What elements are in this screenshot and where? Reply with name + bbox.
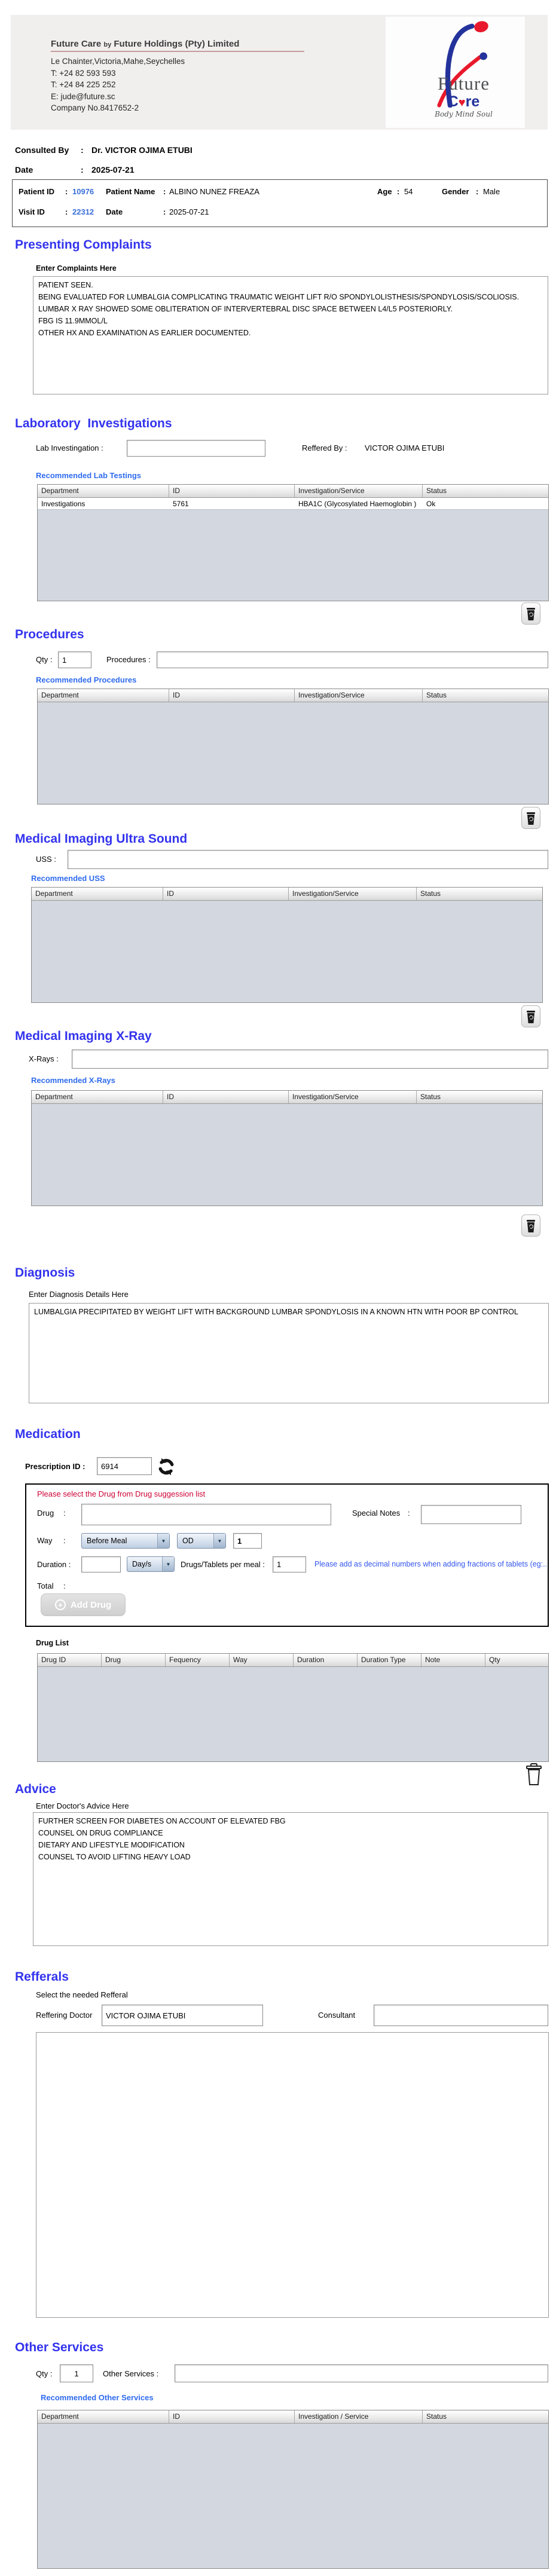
xray-delete-button[interactable] bbox=[521, 1214, 540, 1237]
recommended-lab-testings-link[interactable]: Recommended Lab Testings bbox=[36, 471, 142, 480]
procedures-title: Procedures bbox=[15, 628, 84, 641]
visit-id-label: Visit ID bbox=[19, 207, 45, 216]
procedures-input-label: Procedures : bbox=[106, 655, 151, 664]
lab-referred-by-label: Reffered By : bbox=[302, 443, 347, 452]
referring-doctor-input[interactable] bbox=[102, 2005, 263, 2026]
gender-value: Male bbox=[483, 187, 500, 196]
complaints-entry-label: Enter Complaints Here bbox=[36, 264, 117, 273]
clinic-name-by: by bbox=[103, 41, 112, 48]
special-notes-label: Special Notes bbox=[352, 1509, 401, 1518]
per-meal-label: Drugs/Tablets per meal : bbox=[181, 1560, 265, 1569]
drug-suggestion-hint: Please select the Drug from Drug suggession list bbox=[37, 1489, 206, 1498]
age-label: Age bbox=[377, 187, 392, 196]
lab-delete-button[interactable] bbox=[521, 602, 540, 625]
presenting-complaints-title: Presenting Complaints bbox=[15, 238, 152, 252]
clinic-name-rest: Future Holdings (Pty) Limited bbox=[114, 39, 240, 49]
visit-id-value: 22312 bbox=[72, 207, 94, 216]
refresh-icon bbox=[157, 1457, 176, 1476]
consult-date-value: 2025-07-21 bbox=[91, 165, 135, 175]
uss-delete-button[interactable] bbox=[521, 1005, 540, 1027]
xray-table-header: Department ID Investigation/Service Status bbox=[32, 1091, 542, 1104]
uss-input[interactable] bbox=[68, 850, 548, 869]
lab-investigation-input[interactable] bbox=[127, 440, 265, 457]
clinic-phone-1: T: +24 82 593 593 bbox=[51, 68, 116, 78]
duration-type-select[interactable]: Day/s ▼ bbox=[127, 1556, 175, 1572]
recommended-other-services-link[interactable]: Recommended Other Services bbox=[41, 2393, 154, 2402]
clinic-name-underline bbox=[51, 51, 304, 52]
tablet-fraction-hint: Please add as decimal numbers when adding fractions of tablets (eg:.. bbox=[314, 1560, 548, 1568]
procedures-qty-label: Qty : bbox=[36, 655, 53, 664]
trash-icon bbox=[526, 607, 536, 621]
lab-table-header: Department ID Investigation/Service Status bbox=[38, 485, 548, 498]
referrals-title: Refferals bbox=[15, 1970, 69, 1984]
consultant-input[interactable] bbox=[374, 2005, 548, 2026]
advice-textarea[interactable] bbox=[33, 1812, 548, 1946]
other-services-table bbox=[37, 2410, 549, 2569]
visit-date-label: Date bbox=[106, 207, 123, 216]
other-services-qty-label: Qty : bbox=[36, 2369, 53, 2378]
procedures-table-header: Department ID Investigation/Service Status bbox=[38, 689, 548, 702]
consult-date-label: Date bbox=[15, 165, 33, 175]
prescription-id-input[interactable] bbox=[97, 1457, 152, 1475]
clinic-company-number: Company No.8417652-2 bbox=[51, 103, 139, 113]
drug-label: Drug bbox=[37, 1509, 54, 1518]
logo-word-care: C♥re bbox=[447, 93, 480, 110]
heart-icon: ♥ bbox=[458, 96, 466, 109]
chevron-down-icon: ▼ bbox=[213, 1534, 225, 1548]
gender-label: Gender bbox=[442, 187, 469, 196]
procedures-table bbox=[37, 689, 549, 804]
clinic-address: Le Chainter,Victoria,Mahe,Seychelles bbox=[51, 57, 185, 66]
uss-label: USS : bbox=[36, 855, 56, 864]
prescription-refresh-button[interactable] bbox=[155, 1456, 177, 1477]
ultrasound-title: Medical Imaging Ultra Sound bbox=[15, 832, 188, 846]
logo-word-future: Future bbox=[438, 73, 490, 94]
clinic-name bbox=[51, 39, 304, 49]
drug-list-delete-button[interactable] bbox=[525, 1763, 543, 1786]
clinic-phone-2: T: +24 84 225 252 bbox=[51, 80, 116, 90]
recommended-xrays-link[interactable]: Recommended X-Rays bbox=[31, 1076, 115, 1085]
procedures-qty-input[interactable] bbox=[58, 651, 91, 668]
referrals-subtitle: Select the needed Refferal bbox=[36, 1990, 128, 1999]
lab-referred-by-value: VICTOR OJIMA ETUBI bbox=[365, 443, 445, 452]
clinic-email: E: jude@future.sc bbox=[51, 91, 115, 101]
diagnosis-textarea[interactable] bbox=[29, 1303, 549, 1403]
visit-date-value: 2025-07-21 bbox=[169, 207, 209, 216]
other-services-input[interactable] bbox=[175, 2364, 548, 2382]
recommended-procedures-link[interactable]: Recommended Procedures bbox=[36, 675, 137, 684]
procedures-input[interactable] bbox=[157, 651, 548, 668]
consulted-by-label: Consulted By bbox=[15, 145, 69, 155]
xray-title: Medical Imaging X-Ray bbox=[15, 1029, 152, 1043]
uss-table bbox=[31, 887, 543, 1003]
other-services-input-label: Other Services : bbox=[103, 2369, 159, 2378]
clinic-name-main: Future Care bbox=[51, 39, 102, 49]
chevron-down-icon: ▼ bbox=[157, 1534, 169, 1548]
referral-listbox[interactable] bbox=[36, 2032, 549, 2318]
patient-name-value: ALBINO NUNEZ FREAZA bbox=[169, 187, 259, 196]
drug-input[interactable] bbox=[81, 1504, 331, 1525]
trash-icon bbox=[525, 1763, 543, 1786]
xray-label: X-Rays : bbox=[29, 1054, 59, 1063]
way-frequency-select[interactable]: OD ▼ bbox=[177, 1533, 226, 1549]
trash-icon bbox=[526, 1219, 536, 1233]
prescription-id-label: Prescription ID : bbox=[25, 1462, 85, 1471]
medication-title: Medication bbox=[15, 1427, 81, 1441]
futurecare-logo bbox=[386, 17, 525, 128]
advice-title: Advice bbox=[15, 1782, 56, 1796]
diagnosis-title: Diagnosis bbox=[15, 1266, 75, 1280]
complaints-textarea[interactable] bbox=[33, 276, 548, 394]
consulted-by-value: Dr. VICTOR OJIMA ETUBI bbox=[91, 145, 193, 155]
way-qty-input[interactable] bbox=[233, 1533, 262, 1549]
age-value: 54 bbox=[404, 187, 413, 196]
other-services-table-header: Department ID Investigation / Service Status bbox=[38, 2410, 548, 2424]
patient-id-value: 10976 bbox=[72, 187, 94, 196]
clinic-info bbox=[51, 39, 304, 114]
medication-entry-box: Please select the Drug from Drug suggession list Drug : Special Notes : Way : Before Meal ▼ OD ▼ 1 Duration : Day/s ▼ Drugs/Tablets per meal : 1 Please add as decimal numbers when adding fractions of tablets (eg:.. Total : + Add Drug bbox=[25, 1483, 549, 1627]
table-row[interactable]: Investigations 5761 HBA1C (Glycosylated Haemoglobin ) Ok bbox=[38, 498, 548, 510]
referring-doctor-label: Reffering Doctor bbox=[36, 2011, 93, 2020]
per-meal-input[interactable] bbox=[273, 1556, 306, 1572]
add-drug-button[interactable]: + Add Drug bbox=[41, 1593, 126, 1616]
consult-date-row: Date : 2025-07-21 bbox=[15, 165, 135, 175]
consultant-label: Consultant bbox=[318, 2011, 356, 2020]
drug-table-header: Drug ID Drug Fequency Way Duration Duration Type Note Qty bbox=[38, 1654, 548, 1667]
lab-testings-table bbox=[37, 484, 549, 601]
patient-name-label: Patient Name bbox=[106, 187, 155, 196]
drug-list-label: Drug List bbox=[36, 1639, 69, 1647]
clinic-header bbox=[11, 15, 548, 130]
way-label: Way bbox=[37, 1536, 53, 1545]
trash-icon bbox=[526, 1009, 536, 1024]
lab-investigation-label: Lab Investingation : bbox=[36, 443, 103, 452]
other-services-title: Other Services bbox=[15, 2341, 104, 2354]
total-label: Total bbox=[37, 1581, 54, 1590]
uss-table-header: Department ID Investigation/Service Status bbox=[32, 888, 542, 901]
recommended-uss-link[interactable]: Recommended USS bbox=[31, 874, 105, 883]
other-services-qty-input[interactable] bbox=[60, 2364, 93, 2382]
xray-table bbox=[31, 1090, 543, 1206]
duration-input[interactable] bbox=[81, 1556, 121, 1572]
advice-entry-label: Enter Doctor's Advice Here bbox=[36, 1801, 129, 1810]
diagnosis-entry-label: Enter Diagnosis Details Here bbox=[29, 1290, 129, 1299]
way-meal-select[interactable]: Before Meal ▼ bbox=[81, 1533, 170, 1549]
patient-id-label: Patient ID bbox=[19, 187, 54, 196]
procedures-delete-button[interactable] bbox=[521, 807, 540, 829]
drug-list-table bbox=[37, 1653, 549, 1762]
trash-icon bbox=[526, 811, 536, 825]
special-notes-input[interactable] bbox=[421, 1505, 521, 1524]
logo-tagline: Body Mind Soul bbox=[435, 110, 493, 118]
plus-icon: + bbox=[55, 1599, 66, 1610]
chevron-down-icon: ▼ bbox=[162, 1557, 174, 1571]
patient-info-box: Patient ID : 10976 Patient Name : ALBINO NUNEZ FREAZA Age : 54 Gender : Male Visit ID : 22312 Date : 2025-07-21 bbox=[12, 179, 548, 227]
laboratory-investigations-title: Laboratory Investigations bbox=[15, 417, 172, 430]
duration-label: Duration : bbox=[37, 1560, 71, 1569]
xray-input[interactable] bbox=[72, 1050, 548, 1069]
consulted-by-row: Consulted By : Dr. VICTOR OJIMA ETUBI bbox=[15, 145, 193, 155]
